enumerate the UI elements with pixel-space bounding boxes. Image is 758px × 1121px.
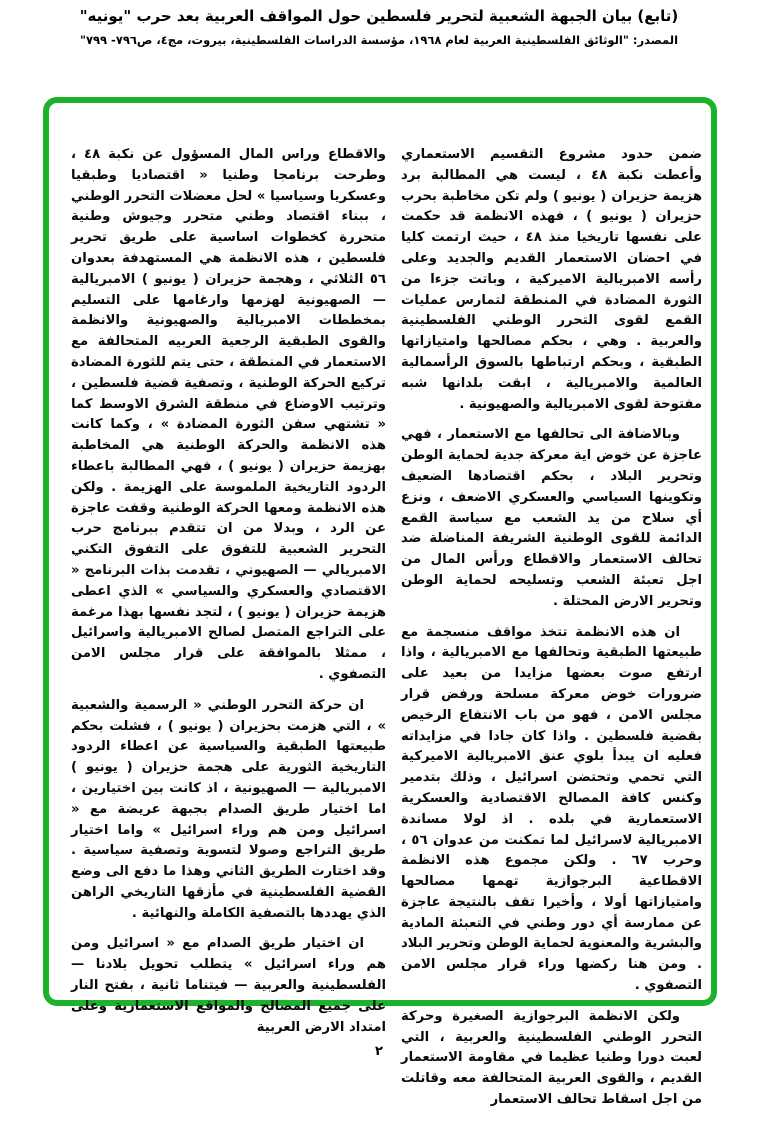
paragraph: وبالاضافة الى تحالفها مع الاستعمار ، فهي عاجزة عن خوض اية معركة جدية لحماية الوطن وتحرير البلاد ، بحكم اقتصادها الضعيف وتكوينها السياسي والعسكري الاضعف ، ونزع أي سلاح من يد الشعب مع سياسة القمع الدائمة للقوى الوطنية الشريفة المناضلة ضد تحالف الاستعمار والاقطاع ورأس المال من اجل تعبئة الشعب وتسليحه لحماية الوطن وتحرير الارض المحتلة . <box>401 427 702 609</box>
document-header <box>0 7 758 47</box>
text-columns <box>60 145 702 1121</box>
paragraph: ان هذه الانظمة تتخذ مواقف منسجمة مع طبيعتها الطبقية وتحالفها مع الامبريالية ، واذا ارتفع صوت بعضها مزايدا من بعيد على ضرورات خوض معركة مسلحة ورفض قرار مجلس الامن ، فهو من باب الانتفاع الرخيص بقضية فلسطين . واذا كان جادا في مزايداته فعليه ان يبدأ بلوي عنق الامبريالية الاميركية التي تحمي وتحتضن اسرائيل ، وذلك بتدمير وكنس كافة المصالح الاقتصادية والعسكرية الاستعمارية في بلده . اذ لولا مساندة الامبريالية لاسرائيل لما تمكنت من عدوان ٥٦ ، وحرب ٦٧ . ولكن مجموع هذه الانظمة الاقطاعية البرجوازية تهمها مصالحها وامتيازاتها أولا ، وأخيرا تقف بالنتيجة عاجزة عن ممارسة أي دور وطني في التعبئة المادية والبشرية والمعنوية لحماية الوطن وتحرير البلاد . ومن هنا ركضها وراء قرار مجلس الامن التصفوي . <box>401 624 702 994</box>
text-column-right <box>401 145 702 1121</box>
paragraph: ان اختيار طريق الصدام مع « اسرائيل ومن هم وراء اسرائيل » يتطلب تحويل بلادنا — الفلسطينية والعربية — فيتناما ثانية ، بفتح النار على جميع المصالح والمواقع الاستعمارية وعلى امتداد الارض العربية <box>71 936 386 1035</box>
document-border-box <box>43 97 717 1108</box>
paragraph: ولكن الانظمة البرجوازية الصغيرة وحركة التحرر الوطني الفلسطينية والعربية ، التي لعبت دورا وطنيا عظيما في مقاومة الاستعمار القديم ، والقوى العربية المتحالفة معه وقاتلت من اجل اسقاط تحالف الاستعمار <box>401 1008 702 1108</box>
paragraph: ضمن حدود مشروع التقسيم الاستعماري وأعطت نكبة ٤٨ ، ليست هي المطالبة برد هزيمة حزيران ( يونيو ) ولم تكن مخاطبة بحرب حزيران ( يونيو ) ، فهذه الانظمة قد حكمت على نفسها تاريخيا منذ ٤٨ ، حيث ارتمت كليا في احضان الاستعمار القديم والجديد وعلى رأسه الامبريالية الاميركية ، وباتت جزءا من الثورة المضادة في المنطقة لتمارس عمليات القمع لقوى التحرر الوطني الفلسطينية والعربية . وهي ، بحكم مصالحها وامتيازاتها الطبقية ، وبحكم ارتباطها بالسوق الرأسمالية العالمية والامبريالية ، ابقت بلدانها شبه مفتوحة لقوى الامبريالية والصهيونية . <box>401 147 702 412</box>
document-title: (تابع) بيان الجبهة الشعبية لتحرير فلسطين حول المواقف العربية بعد حرب "يونيه" <box>79 7 679 25</box>
paragraph: والاقطاع وراس المال المسؤول عن نكبة ٤٨ ، وطرحت برنامجا وطنيا « اقتصاديا وطبقيا وعسكريا وسياسيا » لحل معضلات التحرر الوطني ، ببناء اقتصاد وطني متحرر وجيوش وطنية متحررة كخطوات اساسية على طريق تحرير فلسطين ، هذه الانظمة هي المستهدفة بعدوان ٥٦ الثلاثي ، وهجمة حزيران ( يونيو ) الامبريالية — الصهيونية لهزمها وارغامها على التسليم بمخططات الامبريالية والصهيونية والانظمة والقوى الطبقية الرجعية العربيه المتحالفة مع الاستعمار في المنطقة ، حتى يتم للثورة المضادة تركيع الحركة الوطنية ، وتصفية قضية فلسطين ، وترتيب الاوضاع في منطقة الشرق الاوسط كما « تشتهي سفن الثورة المضادة » ، وكما كانت هذه الانظمة والحركة الوطنية هي المخاطبة بهزيمة حزيران ( يونيو ) ، فهي المطالبة باعطاء الردود التاريخية الملموسة على الهزيمة . ولكن هذه الانظمة ومعها الحركة الوطنية وقفت عاجزة عن الرد ، وبدلا من ان تتقدم ببرنامج حرب التحرير الشعبية للتفوق على التفوق التكني الامبريالي — الصهيوني ، تقدمت بذات البرنامج « الاقتصادي والعسكري والسياسي » الذي اعطى هزيمة حزيران ( يونيو ) ، لتجد نفسها بهذا مرغمة على التراجع المتصل لصالح الامبريالية واسرائيل ، ممثلا بالموافقة على قرار مجلس الامن التصفوي . <box>71 147 386 682</box>
page-number: ٢ <box>375 1044 383 1059</box>
text-column-left <box>71 145 386 1121</box>
paragraph: ان حركة التحرر الوطني « الرسمية والشعبية » ، التي هزمت بحزيران ( يونيو ) ، فشلت بحكم طبيعتها الطبقية والسياسية عن اعطاء الردود التاريخية الثورية على هجمة حزيران ( يونيو ) الامبريالية — الصهيونية ، اذ كانت بين اختيارين ، اما اختيار طريق الصدام بجبهة عريضة مع « اسرائيل ومن هم وراء اسرائيل » واما اختيار طريق التراجع وصولا لتسوية وتصفية سياسية . وقد اختارت الطريق الثاني وهذا ما دفع الى وضع القضية الفلسطينية في مأزقها التاريخي الراهن الذي يهددها بالتصفية الكاملة والنهائية . <box>71 697 386 921</box>
document-source-line: المصدر: "الوثائق الفلسطينية العربية لعام ١٩٦٨، مؤسسة الدراسات الفلسطينية، بيروت، مج٤، ص٧٩٦- ٧٩٩" <box>79 33 679 47</box>
